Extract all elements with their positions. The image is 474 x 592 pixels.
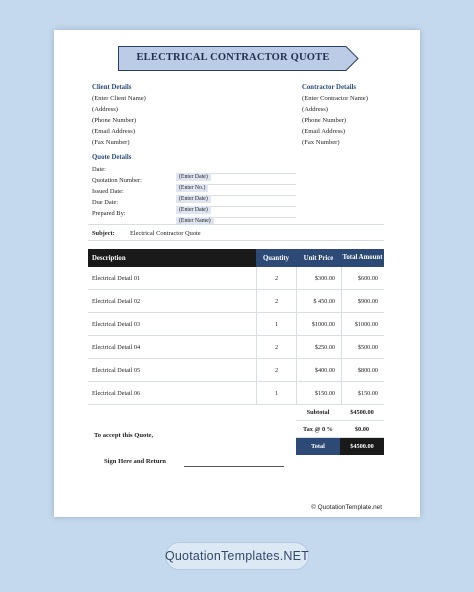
grand-total-row: [296, 438, 384, 455]
item-description[interactable]: Electrical Detail 03: [92, 321, 141, 328]
item-quantity[interactable]: 2: [256, 336, 296, 359]
item-unit-price[interactable]: $ 450.00: [296, 290, 341, 313]
item-description[interactable]: Electrical Detail 02: [92, 298, 141, 305]
sign-instruction: Sign Here and Return: [104, 458, 166, 465]
table-row: [88, 359, 384, 382]
total-value: $4500.00: [340, 438, 384, 455]
due-date-field[interactable]: [176, 198, 296, 213]
item-unit-price[interactable]: $250.00: [296, 336, 341, 359]
client-name: (Enter Client Name): [92, 95, 146, 102]
due-date-value: (Enter Date): [176, 206, 211, 214]
contractor-phone: (Phone Number): [302, 117, 347, 124]
contractor-email: (Email Address): [302, 128, 346, 135]
subject-row: [88, 224, 384, 241]
col-quantity: Quantity: [256, 249, 296, 267]
quotation-number-value: (Enter No.): [176, 184, 208, 192]
quotation-number-label: Quotation Number:: [92, 177, 142, 184]
item-quantity[interactable]: 1: [256, 382, 296, 405]
quote-details-heading: Quote Details: [92, 154, 132, 161]
client-email: (Email Address): [92, 128, 136, 135]
subject-label: Subject:: [92, 230, 115, 237]
item-total: $900.00: [341, 290, 384, 313]
item-unit-price[interactable]: $150.00: [296, 382, 341, 405]
item-total: $500.00: [341, 336, 384, 359]
client-address: (Address): [92, 106, 119, 113]
client-fax: (Fax Number): [92, 139, 130, 146]
col-total-amount: Total Amount: [341, 249, 384, 267]
table-row: [88, 267, 384, 290]
quote-document: [54, 30, 420, 517]
item-description[interactable]: Electrical Detail 06: [92, 390, 141, 397]
line-items-table: [88, 249, 384, 405]
contractor-name: (Enter Contractor Name): [302, 95, 368, 102]
client-details-heading: Client Details: [92, 84, 132, 91]
due-date-label: Due Date:: [92, 199, 119, 206]
tax-value: $0.00: [354, 426, 370, 433]
contractor-details-heading: Contractor Details: [302, 84, 357, 91]
quotation-number-field[interactable]: [176, 176, 296, 191]
subtotal-label: Subtotal: [306, 409, 330, 416]
item-total: $600.00: [341, 267, 384, 290]
item-description[interactable]: Electrical Detail 05: [92, 367, 141, 374]
item-quantity[interactable]: 2: [256, 267, 296, 290]
title-banner: [118, 46, 358, 70]
col-description: Description: [88, 249, 256, 267]
subtotal-value: $4500.00: [350, 409, 374, 416]
table-row: [88, 290, 384, 313]
item-total: $800.00: [341, 359, 384, 382]
subtotal-row: [296, 404, 384, 421]
item-unit-price[interactable]: $300.00: [296, 267, 341, 290]
copyright-footer: © QuotationTemplate.net: [311, 504, 382, 511]
date-label: Date:: [92, 166, 106, 173]
total-label: Total: [296, 438, 340, 455]
accept-instruction: To accept this Quote,: [94, 432, 154, 439]
signature-line[interactable]: [184, 466, 284, 467]
prepared-by-value: (Enter Name): [176, 217, 214, 225]
item-unit-price[interactable]: $1000.00: [296, 313, 341, 336]
subject-value[interactable]: Electrical Contractor Quote: [130, 230, 201, 237]
issued-date-value: (Enter Date): [176, 195, 211, 203]
col-unit-price: Unit Price: [296, 249, 341, 267]
tax-label: Tax @ 0 %: [303, 426, 333, 433]
table-row: [88, 336, 384, 359]
item-quantity[interactable]: 2: [256, 290, 296, 313]
contractor-address: (Address): [302, 106, 329, 113]
brand-badge: QuotationTemplates.NET: [165, 542, 309, 570]
prepared-by-label: Prepared By:: [92, 210, 126, 217]
item-description[interactable]: Electrical Detail 04: [92, 344, 141, 351]
item-total: $1000.00: [341, 313, 384, 336]
date-field[interactable]: [176, 165, 296, 180]
item-total: $150.00: [341, 382, 384, 405]
item-unit-price[interactable]: $400.00: [296, 359, 341, 382]
item-quantity[interactable]: 1: [256, 313, 296, 336]
table-row: [88, 382, 384, 405]
item-quantity[interactable]: 2: [256, 359, 296, 382]
client-phone: (Phone Number): [92, 117, 137, 124]
issued-date-field[interactable]: [176, 187, 296, 202]
document-title: ELECTRICAL CONTRACTOR QUOTE: [136, 52, 330, 63]
tax-row: [296, 421, 384, 438]
issued-date-label: Issued Date:: [92, 188, 124, 195]
table-header: [88, 249, 384, 267]
contractor-fax: (Fax Number): [302, 139, 340, 146]
table-row: [88, 313, 384, 336]
prepared-by-field[interactable]: [176, 209, 296, 224]
date-value: (Enter Date): [176, 173, 211, 181]
item-description[interactable]: Electrical Detail 01: [92, 275, 141, 282]
